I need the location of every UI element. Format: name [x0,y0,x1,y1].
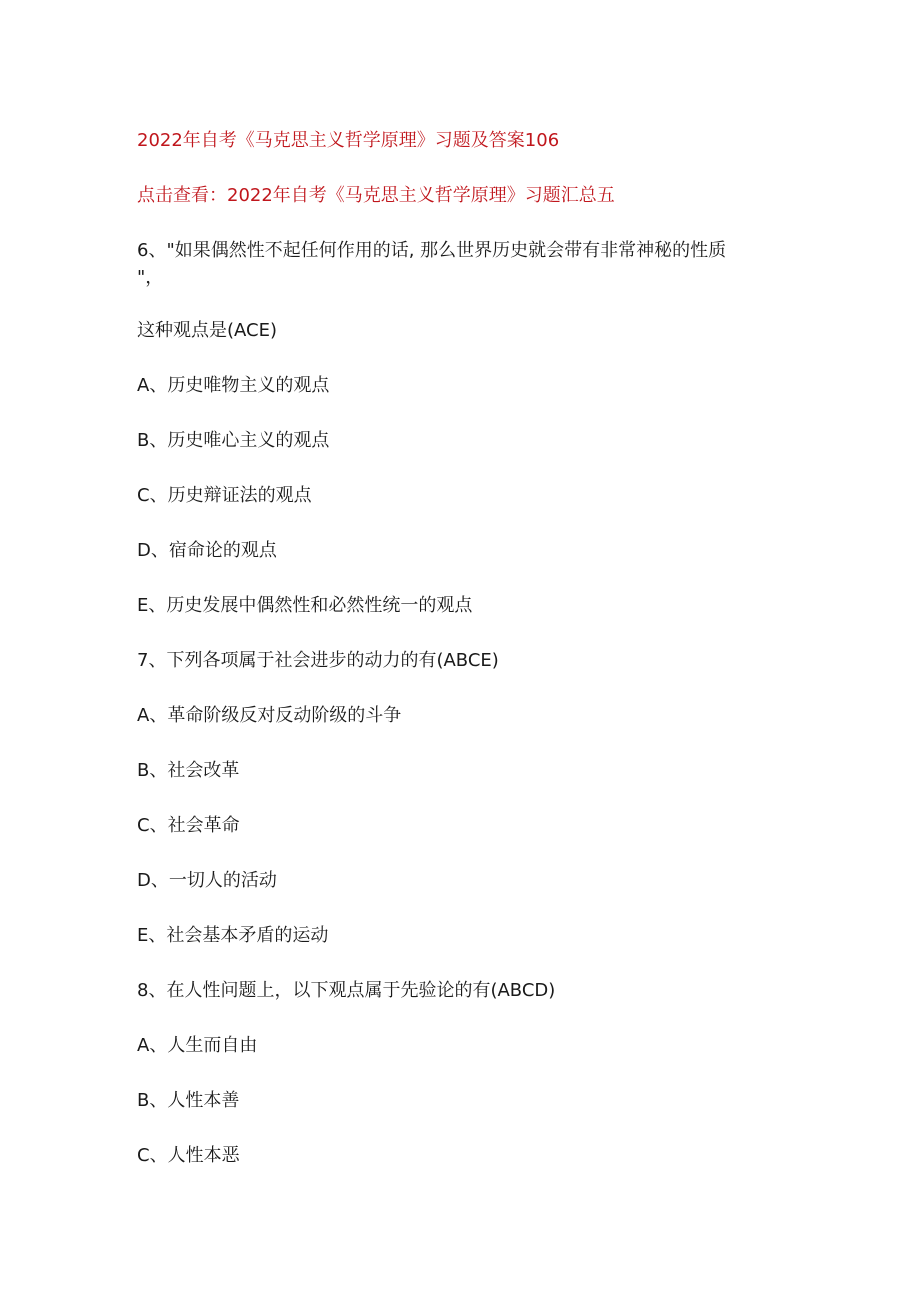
question-8-stem: 8、在人性问题上，以下观点属于先验论的有(ABCD) [137,980,556,1001]
question-7-option-a: A、革命阶级反对反动阶级的斗争 [137,705,402,726]
question-6-option-b: B、历史唯心主义的观点 [137,430,330,451]
question-7-option-b: B、社会改革 [137,760,240,781]
question-8-option-c: C、人性本恶 [137,1145,240,1166]
question-6-option-e: E、历史发展中偶然性和必然性统一的观点 [137,595,473,616]
question-7-option-e: E、社会基本矛盾的运动 [137,925,329,946]
question-6-stem-line2: "， [137,267,164,288]
question-8-option-b: B、人性本善 [137,1090,240,1111]
question-6-option-c: C、历史辩证法的观点 [137,485,312,506]
question-6-stem-line1: 6、"如果偶然性不起任何作用的话, 那么世界历史就会带有非常神秘的性质 [137,240,727,261]
document-title: 2022年自考《马克思主义哲学原理》习题及答案106 [137,130,560,151]
question-7-stem: 7、下列各项属于社会进步的动力的有(ABCE) [137,650,499,671]
summary-link[interactable]: 点击查看：2022年自考《马克思主义哲学原理》习题汇总五 [137,185,615,206]
question-6-option-d: D、宿命论的观点 [137,540,277,561]
question-7-option-c: C、社会革命 [137,815,240,836]
question-7-option-d: D、一切人的活动 [137,870,277,891]
question-8-option-a: A、人生而自由 [137,1035,258,1056]
question-6-option-a: A、历史唯物主义的观点 [137,375,330,396]
question-6-stem-line3: 这种观点是(ACE) [137,320,277,341]
